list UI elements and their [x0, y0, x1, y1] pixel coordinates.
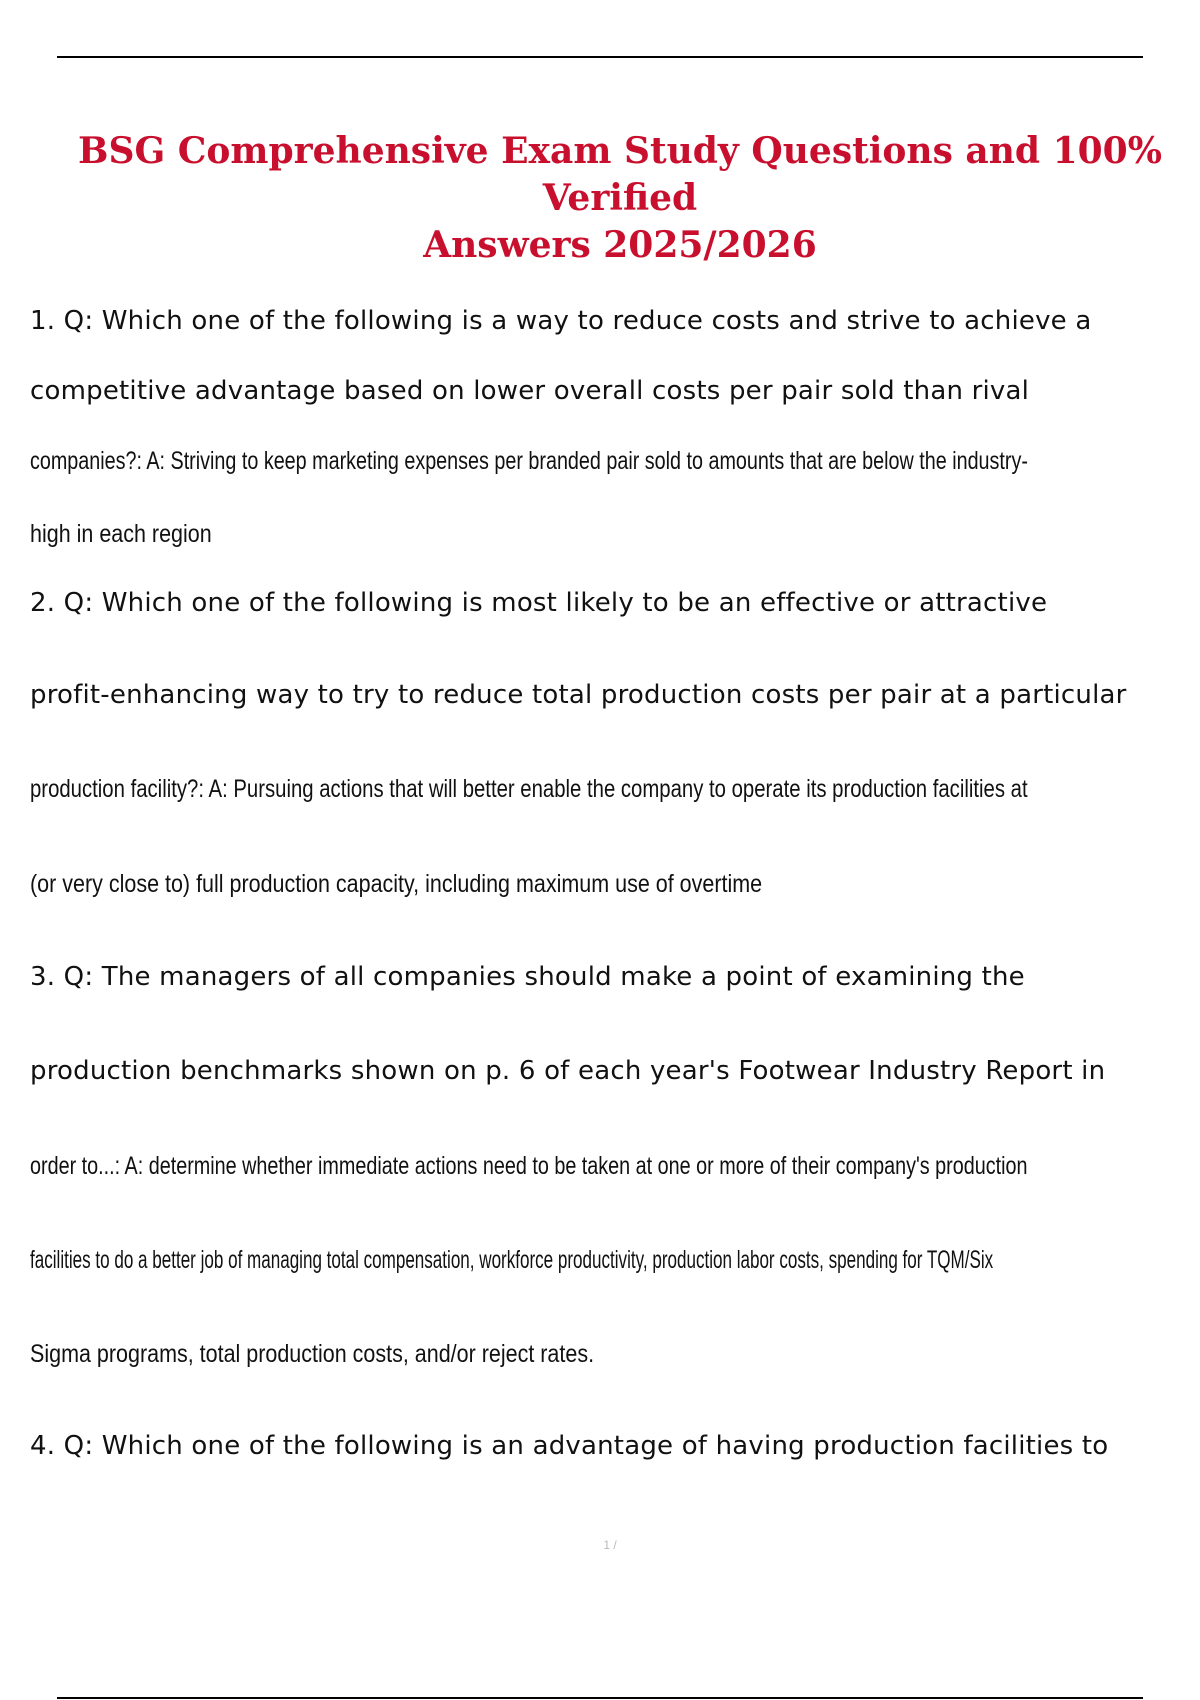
question-4-line-1: 4. Q: Which one of the following is an advantage of having production facilities to: [30, 1431, 1109, 1461]
answer-2-line-2: (or very close to) full production capacity, including maximum use of overtime: [30, 870, 763, 898]
answer-3-line-2: facilities to do a better job of managing total compensation, workforce productivity, production labor costs, spending for TQM/Six: [30, 1246, 994, 1274]
page-number: 1 /: [603, 1538, 617, 1552]
answer-1-line-1: companies?: A: Striving to keep marketing expenses per branded pair sold to amounts that are below the industry-: [30, 447, 1028, 475]
question-3-line-1: 3. Q: The managers of all companies should make a point of examining the: [30, 962, 1025, 992]
question-2-line-1: 2. Q: Which one of the following is most likely to be an effective or attractive: [30, 588, 1048, 618]
question-2-line-2: profit-enhancing way to try to reduce total production costs per pair at a particular: [30, 680, 1127, 710]
bottom-rule: [57, 1697, 1143, 1699]
answer-1-line-2: high in each region: [30, 520, 212, 548]
answer-3-line-3: Sigma programs, total production costs, and/or reject rates.: [30, 1340, 595, 1368]
question-3-line-2: production benchmarks shown on p. 6 of each year's Footwear Industry Report in: [30, 1056, 1106, 1086]
document-title: [40, 128, 1200, 269]
answer-3-line-1: order to...: A: determine whether immediate actions need to be taken at one or more of their company's production: [30, 1152, 1028, 1180]
answer-2-line-1: production facility?: A: Pursuing actions that will better enable the company to operate its production facilities at: [30, 775, 1028, 803]
question-1-line-2: competitive advantage based on lower overall costs per pair sold than rival: [30, 376, 1030, 406]
title-line-2: Answers 2025/2026: [423, 224, 817, 266]
top-rule: [57, 56, 1143, 58]
title-line-1: BSG Comprehensive Exam Study Questions and 100% Verified: [78, 130, 1162, 219]
question-1-line-1: 1. Q: Which one of the following is a way to reduce costs and strive to achieve a: [30, 306, 1092, 336]
